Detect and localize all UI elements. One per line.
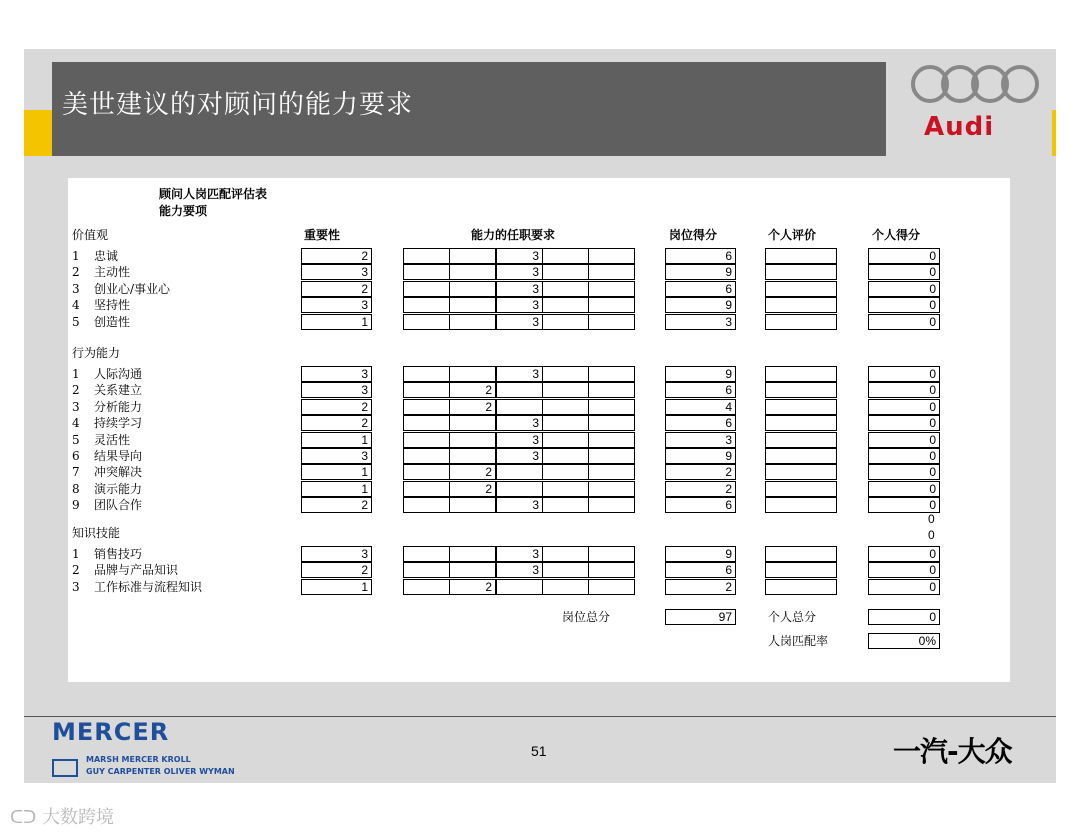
importance-value: 3 bbox=[361, 383, 368, 398]
importance-value: 1 bbox=[361, 432, 368, 447]
requirement-cell bbox=[588, 415, 635, 431]
item-number: 2 bbox=[72, 563, 80, 578]
section-title: 行为能力 bbox=[72, 346, 121, 360]
requirement-cell bbox=[588, 264, 635, 280]
importance-box bbox=[301, 481, 372, 497]
position-score-value: 2 bbox=[725, 481, 732, 496]
requirement-cell bbox=[542, 399, 589, 415]
personal-score-value: 0 bbox=[929, 249, 936, 263]
position-score-value: 9 bbox=[725, 547, 732, 561]
position-score-box bbox=[665, 281, 736, 297]
requirement-cell bbox=[403, 264, 450, 280]
position-score-box bbox=[665, 464, 736, 480]
requirement-cell bbox=[403, 481, 450, 497]
personal-score-box bbox=[868, 314, 940, 330]
item-label: 人际沟通 bbox=[94, 367, 143, 381]
item-number: 6 bbox=[72, 449, 80, 463]
requirement-cell bbox=[449, 415, 496, 431]
importance-box bbox=[301, 382, 372, 398]
requirement-cell bbox=[449, 248, 496, 264]
item-label: 销售技巧 bbox=[94, 547, 143, 561]
requirement-cell bbox=[403, 432, 450, 448]
requirement-value: 3 bbox=[532, 432, 539, 447]
personal-score-value: 0 bbox=[929, 314, 936, 329]
importance-box bbox=[301, 281, 372, 297]
importance-box bbox=[301, 546, 372, 562]
self-eval-box bbox=[765, 448, 837, 464]
personal-score-box bbox=[868, 264, 940, 280]
self-eval-box bbox=[765, 399, 837, 415]
position-score-value: 9 bbox=[725, 265, 732, 280]
importance-value: 2 bbox=[361, 563, 368, 578]
item-number: 1 bbox=[72, 249, 80, 263]
position-score-value: 3 bbox=[725, 314, 732, 329]
match-rate-value: 0% bbox=[918, 634, 936, 648]
importance-box bbox=[301, 562, 372, 578]
section-title: 价值观 bbox=[72, 228, 109, 242]
position-score-box bbox=[665, 297, 736, 313]
requirement-cell bbox=[449, 481, 496, 497]
requirement-cell bbox=[588, 579, 635, 595]
mmc-icon bbox=[52, 759, 78, 777]
personal-score-value: 0 bbox=[929, 498, 936, 513]
item-number: 2 bbox=[72, 383, 80, 398]
requirement-cell bbox=[403, 399, 450, 415]
match-rate-label: 人岗匹配率 bbox=[768, 634, 829, 648]
audi-logo-text: Audi bbox=[924, 112, 995, 142]
requirement-cell bbox=[403, 366, 450, 382]
importance-box bbox=[301, 297, 372, 313]
personal-score-box bbox=[868, 366, 940, 382]
requirement-cell bbox=[449, 448, 496, 464]
form-subheading: 能力要项 bbox=[159, 204, 208, 218]
requirement-cell bbox=[588, 562, 635, 578]
form-heading: 顾问人岗匹配评估表 bbox=[159, 187, 268, 201]
requirement-cell bbox=[403, 579, 450, 595]
personal-score-value: 0 bbox=[929, 547, 936, 561]
requirement-cell bbox=[449, 579, 496, 595]
importance-value: 3 bbox=[361, 265, 368, 280]
item-label: 主动性 bbox=[94, 265, 131, 280]
position-score-box bbox=[665, 248, 736, 264]
personal-score-value: 0 bbox=[929, 383, 936, 398]
importance-box bbox=[301, 366, 372, 382]
position-score-value: 2 bbox=[725, 465, 732, 480]
requirement-cell bbox=[588, 399, 635, 415]
col-personal-score: 个人得分 bbox=[872, 228, 921, 242]
requirement-cell bbox=[449, 382, 496, 398]
requirement-cell bbox=[449, 546, 496, 562]
requirement-cell bbox=[542, 481, 589, 497]
requirement-cell bbox=[496, 415, 543, 431]
item-number: 8 bbox=[72, 481, 80, 496]
position-score-box bbox=[665, 579, 736, 595]
importance-value: 2 bbox=[361, 249, 368, 263]
personal-score-value: 0 bbox=[929, 563, 936, 578]
position-score-value: 6 bbox=[725, 281, 732, 296]
requirement-cell bbox=[496, 366, 543, 382]
requirement-value: 3 bbox=[532, 298, 539, 313]
importance-value: 2 bbox=[361, 416, 368, 431]
personal-score-value: 0 bbox=[929, 367, 936, 381]
item-label: 品牌与产品知识 bbox=[94, 563, 179, 578]
item-number: 1 bbox=[72, 547, 80, 561]
requirement-cell bbox=[542, 248, 589, 264]
personal-score-box bbox=[868, 432, 940, 448]
personal-score-value: 0 bbox=[929, 399, 936, 414]
requirement-cell bbox=[496, 264, 543, 280]
item-label: 坚持性 bbox=[94, 298, 131, 313]
requirement-cell bbox=[449, 281, 496, 297]
watermark-icon: ᑕᑐ bbox=[10, 807, 37, 828]
self-eval-box bbox=[765, 248, 837, 264]
requirement-cell bbox=[496, 546, 543, 562]
requirement-value: 3 bbox=[532, 547, 539, 561]
personal-score-box bbox=[868, 562, 940, 578]
importance-value: 3 bbox=[361, 449, 368, 463]
item-number: 3 bbox=[72, 281, 80, 296]
item-label: 灵活性 bbox=[94, 432, 131, 447]
position-total-value: 97 bbox=[718, 610, 732, 624]
col-position-score: 岗位得分 bbox=[669, 228, 718, 242]
requirement-cell bbox=[588, 297, 635, 313]
requirement-cell bbox=[588, 464, 635, 480]
self-eval-box bbox=[765, 314, 837, 330]
requirement-cell bbox=[542, 314, 589, 330]
mercer-group-line2: GUY CARPENTER OLIVER WYMAN bbox=[86, 767, 235, 776]
personal-score-value: 0 bbox=[929, 298, 936, 313]
requirement-cell bbox=[496, 448, 543, 464]
self-eval-box bbox=[765, 415, 837, 431]
personal-score-box bbox=[868, 448, 940, 464]
self-eval-box bbox=[765, 382, 837, 398]
requirement-value: 3 bbox=[532, 416, 539, 431]
self-eval-box bbox=[765, 366, 837, 382]
self-eval-box bbox=[765, 546, 837, 562]
personal-score-value: 0 bbox=[929, 465, 936, 480]
col-requirement: 能力的任职要求 bbox=[471, 228, 556, 242]
requirement-value: 2 bbox=[485, 465, 492, 480]
item-label: 创业心/事业心 bbox=[94, 281, 171, 296]
position-total-label: 岗位总分 bbox=[562, 610, 611, 624]
requirement-value: 3 bbox=[532, 314, 539, 329]
requirement-cell bbox=[588, 546, 635, 562]
importance-box bbox=[301, 415, 372, 431]
position-score-value: 2 bbox=[725, 579, 732, 594]
watermark-text: 大数跨境 bbox=[42, 807, 115, 828]
requirement-cell bbox=[588, 248, 635, 264]
item-number: 3 bbox=[72, 579, 80, 594]
mercer-logo: MERCER bbox=[52, 718, 170, 746]
personal-score-value: 0 bbox=[929, 481, 936, 496]
requirement-cell bbox=[542, 382, 589, 398]
requirement-cell bbox=[496, 314, 543, 330]
requirement-cell bbox=[403, 382, 450, 398]
watermark bbox=[10, 803, 114, 829]
requirement-cell bbox=[542, 579, 589, 595]
position-score-box bbox=[665, 497, 736, 513]
requirement-cell bbox=[542, 432, 589, 448]
position-score-value: 6 bbox=[725, 383, 732, 398]
personal-score-value: 0 bbox=[929, 432, 936, 447]
accent-bar bbox=[24, 110, 52, 156]
importance-value: 3 bbox=[361, 298, 368, 313]
personal-score-box bbox=[868, 297, 940, 313]
requirement-cell bbox=[449, 399, 496, 415]
position-score-box bbox=[665, 366, 736, 382]
personal-score-box bbox=[868, 415, 940, 431]
requirement-cell bbox=[588, 481, 635, 497]
requirement-cell bbox=[588, 497, 635, 513]
extra-zero: 0 bbox=[928, 528, 935, 542]
item-number: 5 bbox=[72, 432, 80, 447]
requirement-cell bbox=[542, 448, 589, 464]
requirement-value: 3 bbox=[532, 281, 539, 296]
requirement-value: 3 bbox=[532, 449, 539, 463]
personal-total-label: 个人总分 bbox=[768, 610, 817, 624]
requirement-cell bbox=[403, 314, 450, 330]
match-rate-box bbox=[868, 633, 940, 649]
requirement-cell bbox=[588, 448, 635, 464]
position-score-box bbox=[665, 415, 736, 431]
importance-box bbox=[301, 579, 372, 595]
requirement-cell bbox=[542, 546, 589, 562]
requirement-cell bbox=[542, 297, 589, 313]
requirement-value: 3 bbox=[532, 367, 539, 381]
personal-score-box bbox=[868, 399, 940, 415]
requirement-cell bbox=[588, 366, 635, 382]
position-score-box bbox=[665, 546, 736, 562]
position-score-box bbox=[665, 382, 736, 398]
section-title: 知识技能 bbox=[72, 526, 121, 540]
extra-zero: 0 bbox=[928, 512, 935, 526]
requirement-cell bbox=[496, 297, 543, 313]
self-eval-box bbox=[765, 497, 837, 513]
personal-score-box bbox=[868, 382, 940, 398]
self-eval-box bbox=[765, 281, 837, 297]
personal-total-box bbox=[868, 609, 940, 625]
requirement-cell bbox=[588, 432, 635, 448]
requirement-cell bbox=[403, 297, 450, 313]
requirement-cell bbox=[403, 281, 450, 297]
requirement-value: 3 bbox=[532, 249, 539, 263]
item-label: 演示能力 bbox=[94, 481, 143, 496]
requirement-cell bbox=[496, 562, 543, 578]
self-eval-box bbox=[765, 297, 837, 313]
requirement-cell bbox=[542, 464, 589, 480]
requirement-cell bbox=[496, 382, 543, 398]
self-eval-box bbox=[765, 432, 837, 448]
personal-total-value: 0 bbox=[929, 610, 936, 624]
importance-value: 1 bbox=[361, 481, 368, 496]
personal-score-box bbox=[868, 481, 940, 497]
position-score-value: 4 bbox=[725, 399, 732, 414]
personal-score-value: 0 bbox=[929, 281, 936, 296]
item-label: 忠诚 bbox=[94, 249, 119, 263]
page-title: 美世建议的对顾问的能力要求 bbox=[62, 90, 414, 120]
requirement-cell bbox=[496, 432, 543, 448]
personal-score-box bbox=[868, 248, 940, 264]
requirement-value: 3 bbox=[532, 498, 539, 513]
audi-rings-icon bbox=[908, 62, 1042, 108]
importance-box bbox=[301, 399, 372, 415]
personal-score-box bbox=[868, 497, 940, 513]
requirement-cell bbox=[496, 579, 543, 595]
requirement-cell bbox=[588, 382, 635, 398]
importance-box bbox=[301, 432, 372, 448]
importance-value: 3 bbox=[361, 547, 368, 561]
item-label: 冲突解决 bbox=[94, 465, 143, 480]
personal-score-value: 0 bbox=[929, 449, 936, 463]
personal-score-box bbox=[868, 579, 940, 595]
personal-score-box bbox=[868, 281, 940, 297]
item-number: 4 bbox=[72, 416, 80, 431]
form-panel bbox=[68, 178, 1010, 682]
position-score-value: 9 bbox=[725, 449, 732, 463]
footer-divider bbox=[24, 716, 1056, 717]
item-label: 关系建立 bbox=[94, 383, 143, 398]
importance-box bbox=[301, 264, 372, 280]
item-label: 分析能力 bbox=[94, 399, 143, 414]
requirement-value: 2 bbox=[485, 579, 492, 594]
position-score-box bbox=[665, 432, 736, 448]
requirement-value: 2 bbox=[485, 383, 492, 398]
requirement-cell bbox=[449, 464, 496, 480]
requirement-value: 3 bbox=[532, 563, 539, 578]
requirement-cell bbox=[403, 562, 450, 578]
requirement-cell bbox=[496, 481, 543, 497]
requirement-cell bbox=[542, 497, 589, 513]
requirement-cell bbox=[449, 264, 496, 280]
self-eval-box bbox=[765, 562, 837, 578]
requirement-value: 2 bbox=[485, 399, 492, 414]
position-score-box bbox=[665, 481, 736, 497]
requirement-cell bbox=[542, 366, 589, 382]
item-label: 工作标准与流程知识 bbox=[94, 579, 203, 594]
requirement-cell bbox=[542, 415, 589, 431]
item-number: 3 bbox=[72, 399, 80, 414]
importance-box bbox=[301, 314, 372, 330]
position-score-value: 9 bbox=[725, 367, 732, 381]
item-number: 9 bbox=[72, 498, 80, 513]
requirement-value: 3 bbox=[532, 265, 539, 280]
requirement-cell bbox=[588, 281, 635, 297]
self-eval-box bbox=[765, 464, 837, 480]
position-score-value: 6 bbox=[725, 249, 732, 263]
personal-score-box bbox=[868, 464, 940, 480]
item-number: 2 bbox=[72, 265, 80, 280]
requirement-value: 2 bbox=[485, 481, 492, 496]
requirement-cell bbox=[496, 399, 543, 415]
position-score-value: 3 bbox=[725, 432, 732, 447]
requirement-cell bbox=[496, 464, 543, 480]
accent-bar-right bbox=[1052, 110, 1056, 156]
importance-value: 3 bbox=[361, 367, 368, 381]
item-number: 1 bbox=[72, 367, 80, 381]
importance-value: 2 bbox=[361, 498, 368, 513]
personal-score-box bbox=[868, 546, 940, 562]
position-score-box bbox=[665, 448, 736, 464]
importance-value: 1 bbox=[361, 579, 368, 594]
requirement-cell bbox=[403, 448, 450, 464]
item-label: 结果导向 bbox=[94, 449, 143, 463]
requirement-cell bbox=[542, 562, 589, 578]
requirement-cell bbox=[496, 497, 543, 513]
mercer-group-line1: MARSH MERCER KROLL bbox=[86, 755, 191, 764]
requirement-cell bbox=[449, 562, 496, 578]
requirement-cell bbox=[449, 366, 496, 382]
requirement-cell bbox=[403, 546, 450, 562]
importance-box bbox=[301, 448, 372, 464]
self-eval-box bbox=[765, 579, 837, 595]
position-score-box bbox=[665, 264, 736, 280]
item-number: 4 bbox=[72, 298, 80, 313]
requirement-cell bbox=[403, 248, 450, 264]
page-number: 51 bbox=[531, 743, 547, 759]
requirement-cell bbox=[403, 415, 450, 431]
self-eval-box bbox=[765, 264, 837, 280]
item-label: 创造性 bbox=[94, 314, 131, 329]
position-score-box bbox=[665, 399, 736, 415]
requirement-cell bbox=[449, 497, 496, 513]
requirement-cell bbox=[403, 464, 450, 480]
importance-box bbox=[301, 464, 372, 480]
position-total-box bbox=[665, 609, 736, 625]
requirement-cell bbox=[449, 314, 496, 330]
personal-score-value: 0 bbox=[929, 416, 936, 431]
requirement-cell bbox=[496, 281, 543, 297]
col-importance: 重要性 bbox=[304, 228, 341, 242]
importance-value: 1 bbox=[361, 465, 368, 480]
requirement-cell bbox=[542, 264, 589, 280]
personal-score-value: 0 bbox=[929, 265, 936, 280]
faw-vw-logo: 一汽-大众 bbox=[893, 735, 1012, 768]
importance-value: 2 bbox=[361, 281, 368, 296]
requirement-cell bbox=[449, 432, 496, 448]
position-score-box bbox=[665, 562, 736, 578]
requirement-cell bbox=[496, 248, 543, 264]
item-label: 持续学习 bbox=[94, 416, 143, 431]
importance-box bbox=[301, 497, 372, 513]
col-self-eval: 个人评价 bbox=[768, 228, 817, 242]
requirement-cell bbox=[588, 314, 635, 330]
item-number: 5 bbox=[72, 314, 80, 329]
position-score-value: 9 bbox=[725, 298, 732, 313]
position-score-value: 6 bbox=[725, 498, 732, 513]
item-label: 团队合作 bbox=[94, 498, 143, 513]
importance-box bbox=[301, 248, 372, 264]
position-score-box bbox=[665, 314, 736, 330]
position-score-value: 6 bbox=[725, 563, 732, 578]
importance-value: 2 bbox=[361, 399, 368, 414]
personal-score-value: 0 bbox=[929, 579, 936, 594]
self-eval-box bbox=[765, 481, 837, 497]
requirement-cell bbox=[542, 281, 589, 297]
requirement-cell bbox=[449, 297, 496, 313]
position-score-value: 6 bbox=[725, 416, 732, 431]
requirement-cell bbox=[403, 497, 450, 513]
importance-value: 1 bbox=[361, 314, 368, 329]
item-number: 7 bbox=[72, 465, 80, 480]
